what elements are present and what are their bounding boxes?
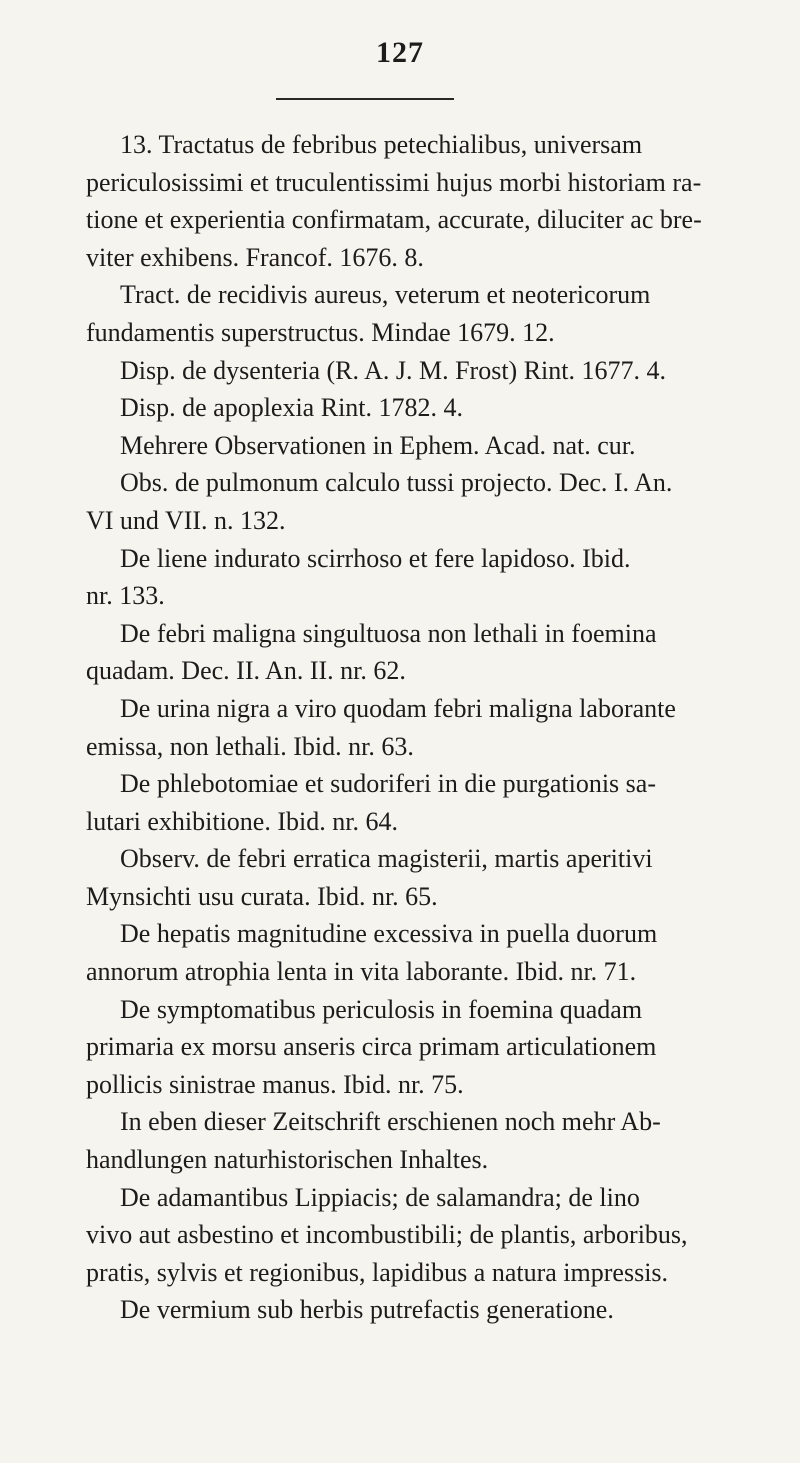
text-line: 13. Tractatus de febribus petechialibus, universam [120,130,643,159]
text-line: VI und VII. n. 132. [86,505,286,535]
body-text [86,126,738,1329]
text-line: nr. 133. [86,581,165,611]
text-line: lutari exhibitione. Ibid. nr. 64. [86,806,398,836]
text-line: fundamentis superstructus. Mindae 1679. 12. [86,317,555,347]
text-line: De liene indurato scirrhoso et fere lapidoso. Ibid. [120,543,631,573]
header-rule [276,98,454,100]
page-number: 127 [376,36,424,69]
text-line: De urina nigra a viro quodam febri maligna laborante [120,693,676,723]
text-line: emissa, non lethali. Ibid. nr. 63. [86,731,414,761]
text-line: quadam. Dec. II. An. II. nr. 62. [86,656,406,686]
text-line: Mynsichti usu curata. Ibid. nr. 65. [86,881,438,911]
text-line: Observ. de febri erratica magisterii, martis aperitivi [120,844,653,874]
text-line: De adamantibus Lippiacis; de salamandra; de lino [120,1182,640,1212]
text-line: Disp. de apoplexia Rint. 1782. 4. [120,393,464,423]
text-line: Tract. de recidivis aureus, veterum et neotericorum [120,280,651,310]
text-line: In eben dieser Zeitschrift erschienen noch mehr Ab- [120,1107,661,1137]
text-line: pollicis sinistrae manus. Ibid. nr. 75. [86,1069,464,1099]
text-line: pratis, sylvis et regionibus, lapidibus a natura impressis. [86,1257,669,1287]
text-line: tione et experientia confirmatam, accurate, diluciter ac bre- [86,205,702,235]
text-line: De febri maligna singultuosa non lethali in foemina [120,618,657,648]
text-line: De hepatis magnitudine excessiva in puella duorum [120,919,658,949]
text-line: Obs. de pulmonum calculo tussi projecto. Dec. I. An. [120,468,673,498]
text-line: Disp. de dysenteria (R. A. J. M. Frost) Rint. 1677. 4. [120,355,666,385]
text-line: vivo aut asbestino et incombustibili; de plantis, arboribus, [86,1220,688,1250]
text-line: primaria ex morsu anseris circa primam articulationem [86,1032,657,1062]
text-line: periculosissimi et truculentissimi hujus morbi historiam ra- [86,167,702,197]
text-line: viter exhibens. Francof. 1676. 8. [86,242,424,272]
text-line: De phlebotomiae et sudoriferi in die purgationis sa- [120,769,656,799]
text-line: annorum atrophia lenta in vita laborante. Ibid. nr. 71. [86,957,637,987]
text-line: De symptomatibus periculosis in foemina quadam [120,994,643,1024]
text-line: Mehrere Observationen in Ephem. Acad. nat. cur. [120,430,636,460]
text-line: De vermium sub herbis putrefactis generatione. [120,1295,614,1325]
text-line: handlungen naturhistorischen Inhaltes. [86,1145,489,1175]
